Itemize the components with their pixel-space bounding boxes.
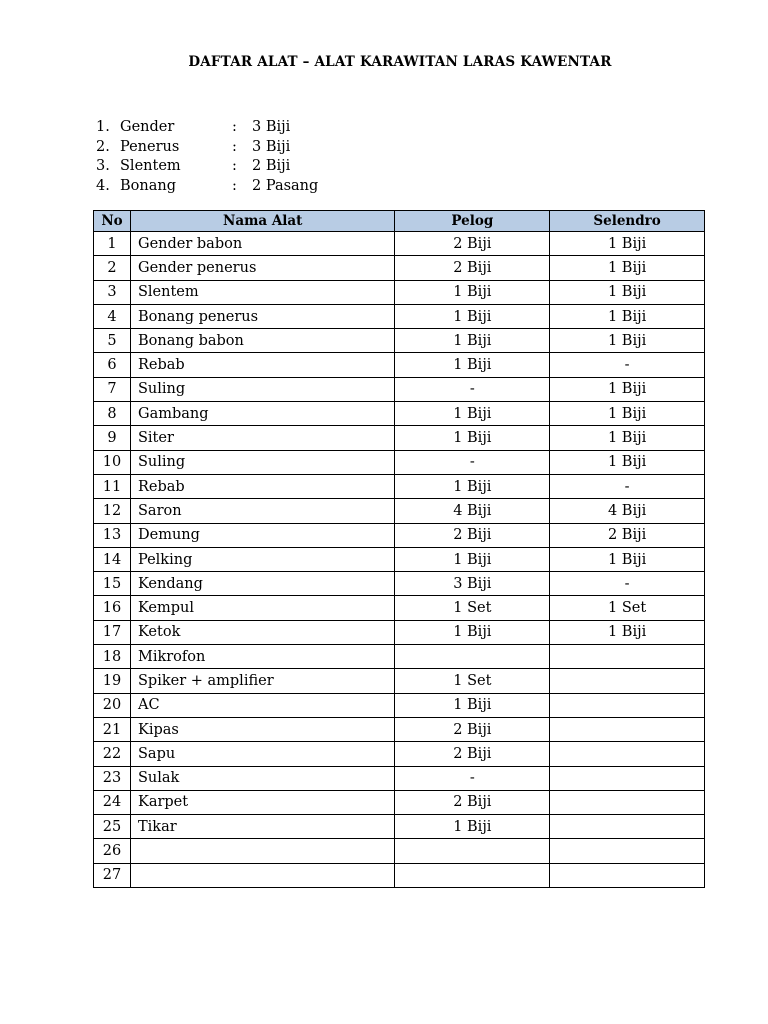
cell-pelog: 1 Biji [395, 693, 550, 717]
table-row [94, 863, 705, 887]
cell-pelog: 1 Biji [395, 426, 550, 450]
table-row [94, 547, 705, 571]
table-row [94, 523, 705, 547]
cell-selendro: 1 Biji [550, 450, 705, 474]
summary-item-number: 1. [96, 119, 110, 135]
cell-pelog: 2 Biji [395, 717, 550, 741]
cell-pelog: 1 Set [395, 596, 550, 620]
summary-item [96, 157, 318, 177]
table-row [94, 402, 705, 426]
cell-pelog: 2 Biji [395, 232, 550, 256]
cell-pelog: 2 Biji [395, 256, 550, 280]
cell-no: 5 [94, 329, 131, 353]
table-row [94, 766, 705, 790]
cell-name: Kempul [130, 596, 394, 620]
cell-selendro: 2 Biji [550, 523, 705, 547]
cell-pelog: 1 Biji [395, 304, 550, 328]
cell-selendro [550, 839, 705, 863]
summary-item-quantity: 3 Biji [252, 138, 291, 155]
cell-no: 24 [94, 790, 131, 814]
summary-item-name: Penerus [120, 138, 180, 155]
cell-selendro [550, 742, 705, 766]
table-row [94, 693, 705, 717]
cell-name: Gender penerus [130, 256, 394, 280]
summary-item-quantity: 2 Pasang [252, 177, 319, 194]
cell-no: 18 [94, 645, 131, 669]
cell-pelog: 1 Biji [395, 547, 550, 571]
cell-name: Slentem [130, 280, 394, 304]
cell-no: 20 [94, 693, 131, 717]
cell-name: Tikar [130, 815, 394, 839]
summary-item-quantity: 2 Biji [252, 158, 291, 175]
cell-selendro: - [550, 353, 705, 377]
instrument-table [93, 210, 705, 888]
cell-name: Kipas [130, 717, 394, 741]
cell-name: Spiker + amplifier [130, 669, 394, 693]
cell-name: Gambang [130, 402, 394, 426]
table-row [94, 669, 705, 693]
cell-selendro: 1 Biji [550, 256, 705, 280]
table-header-row [94, 211, 705, 232]
cell-pelog: 1 Set [395, 669, 550, 693]
cell-name: Rebab [130, 474, 394, 498]
summary-item [96, 177, 318, 197]
summary-item-name: Slentem [120, 158, 181, 175]
cell-no: 22 [94, 742, 131, 766]
cell-selendro: 1 Biji [550, 547, 705, 571]
cell-pelog: 1 Biji [395, 620, 550, 644]
cell-selendro: 1 Set [550, 596, 705, 620]
cell-no: 6 [94, 353, 131, 377]
cell-pelog: 1 Biji [395, 815, 550, 839]
cell-no: 27 [94, 863, 131, 887]
cell-pelog [395, 863, 550, 887]
cell-pelog: 2 Biji [395, 742, 550, 766]
table-row [94, 426, 705, 450]
table-row [94, 790, 705, 814]
cell-pelog [395, 645, 550, 669]
cell-pelog: 4 Biji [395, 499, 550, 523]
cell-pelog: 2 Biji [395, 790, 550, 814]
cell-no: 4 [94, 304, 131, 328]
cell-name: Pelking [130, 547, 394, 571]
cell-selendro: 1 Biji [550, 232, 705, 256]
summary-item-quantity: 3 Biji [252, 119, 291, 135]
cell-pelog: 1 Biji [395, 474, 550, 498]
table-row [94, 377, 705, 401]
cell-pelog: 3 Biji [395, 572, 550, 596]
summary-item-name: Bonang [120, 177, 176, 194]
cell-selendro [550, 693, 705, 717]
header-selendro: Selendro [550, 211, 705, 232]
table-row [94, 256, 705, 280]
table-row [94, 499, 705, 523]
summary-item-separator: : [232, 119, 237, 135]
cell-no: 8 [94, 402, 131, 426]
table-row [94, 620, 705, 644]
table-row [94, 232, 705, 256]
cell-selendro [550, 669, 705, 693]
cell-selendro [550, 717, 705, 741]
cell-no: 14 [94, 547, 131, 571]
cell-name: Suling [130, 377, 394, 401]
cell-selendro: 1 Biji [550, 377, 705, 401]
cell-selendro: 1 Biji [550, 620, 705, 644]
header-pelog: Pelog [395, 211, 550, 232]
cell-no: 13 [94, 523, 131, 547]
cell-selendro: 1 Biji [550, 426, 705, 450]
header-name: Nama Alat [130, 211, 394, 232]
cell-pelog: - [395, 766, 550, 790]
cell-name: Karpet [130, 790, 394, 814]
cell-name: Gender babon [130, 232, 394, 256]
cell-name: Sapu [130, 742, 394, 766]
cell-name: Rebab [130, 353, 394, 377]
table-row [94, 353, 705, 377]
cell-name: Kendang [130, 572, 394, 596]
table-row [94, 450, 705, 474]
cell-no: 1 [94, 232, 131, 256]
cell-selendro: 1 Biji [550, 402, 705, 426]
cell-selendro [550, 863, 705, 887]
summary-item [96, 118, 318, 138]
header-no: No [94, 211, 131, 232]
cell-pelog: - [395, 377, 550, 401]
cell-name: Demung [130, 523, 394, 547]
summary-item-name: Gender [120, 119, 175, 135]
summary-item-separator: : [232, 158, 237, 175]
table-row [94, 280, 705, 304]
cell-no: 11 [94, 474, 131, 498]
cell-no: 21 [94, 717, 131, 741]
cell-name [130, 863, 394, 887]
cell-name: Sulak [130, 766, 394, 790]
cell-selendro [550, 815, 705, 839]
cell-name: Bonang babon [130, 329, 394, 353]
cell-no: 25 [94, 815, 131, 839]
table-row [94, 474, 705, 498]
cell-pelog: - [395, 450, 550, 474]
document-title: DAFTAR ALAT – ALAT KARAWITAN LARAS KAWENTAR [188, 54, 612, 70]
table-row [94, 717, 705, 741]
cell-selendro: - [550, 572, 705, 596]
cell-pelog: 1 Biji [395, 353, 550, 377]
cell-name: Ketok [130, 620, 394, 644]
cell-pelog: 1 Biji [395, 280, 550, 304]
cell-no: 3 [94, 280, 131, 304]
cell-pelog: 1 Biji [395, 329, 550, 353]
table-row [94, 815, 705, 839]
cell-name [130, 839, 394, 863]
cell-pelog: 2 Biji [395, 523, 550, 547]
cell-no: 17 [94, 620, 131, 644]
cell-pelog: 1 Biji [395, 402, 550, 426]
cell-name: AC [130, 693, 394, 717]
cell-no: 2 [94, 256, 131, 280]
cell-no: 9 [94, 426, 131, 450]
summary-item-number: 3. [96, 158, 110, 175]
cell-name: Mikrofon [130, 645, 394, 669]
cell-no: 26 [94, 839, 131, 863]
table-row [94, 645, 705, 669]
cell-selendro: - [550, 474, 705, 498]
cell-name: Suling [130, 450, 394, 474]
cell-no: 12 [94, 499, 131, 523]
table-row [94, 304, 705, 328]
table-row [94, 572, 705, 596]
cell-selendro: 1 Biji [550, 329, 705, 353]
cell-no: 19 [94, 669, 131, 693]
summary-item-separator: : [232, 138, 237, 155]
table-row [94, 329, 705, 353]
cell-selendro: 1 Biji [550, 304, 705, 328]
cell-selendro: 1 Biji [550, 280, 705, 304]
cell-no: 7 [94, 377, 131, 401]
summary-item [96, 138, 318, 158]
cell-name: Saron [130, 499, 394, 523]
cell-name: Bonang penerus [130, 304, 394, 328]
cell-no: 15 [94, 572, 131, 596]
cell-no: 10 [94, 450, 131, 474]
cell-no: 23 [94, 766, 131, 790]
cell-name: Siter [130, 426, 394, 450]
cell-no: 16 [94, 596, 131, 620]
cell-selendro: 4 Biji [550, 499, 705, 523]
cell-selendro [550, 790, 705, 814]
table-row [94, 596, 705, 620]
summary-item-number: 2. [96, 138, 110, 155]
table-row [94, 839, 705, 863]
cell-pelog [395, 839, 550, 863]
cell-selendro [550, 645, 705, 669]
summary-list [96, 118, 318, 196]
cell-selendro [550, 766, 705, 790]
table-row [94, 742, 705, 766]
summary-item-separator: : [232, 177, 237, 194]
summary-item-number: 4. [96, 177, 110, 194]
